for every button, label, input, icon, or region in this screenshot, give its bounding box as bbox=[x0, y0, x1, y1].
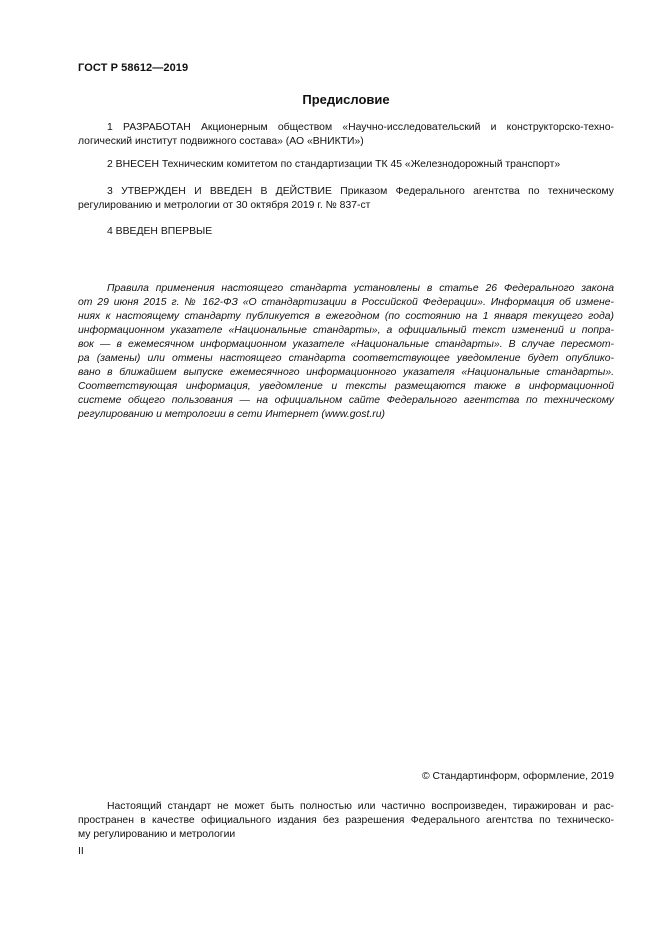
notice-line: системе общего пользования — на официальном сайте Федерального агентства по техническому bbox=[78, 395, 614, 406]
reproduction-notice bbox=[78, 800, 614, 842]
reproduction-notice-line: Настоящий стандарт не может быть полностью или частично воспроизведен, тиражирован и рас- bbox=[107, 801, 614, 812]
preface-item-line: 1 РАЗРАБОТАН Акционерным обществом «Научно-исследовательский и конструкторско-техно- bbox=[107, 122, 614, 133]
reproduction-notice-line: му регулированию и метрологии bbox=[78, 829, 236, 840]
preface-item-3 bbox=[78, 185, 614, 213]
notice-line: ра (замены) или отмены настоящего стандарта соответствующее уведомление будет опублико- bbox=[78, 353, 614, 364]
standard-code: ГОСТ Р 58612—2019 bbox=[78, 62, 189, 74]
notice-line: регулированию и метрологии в сети Интернет (www.gost.ru) bbox=[78, 409, 385, 420]
preface-item-line: регулированию и метрологии от 30 октября 2019 г. № 837-ст bbox=[78, 200, 371, 211]
notice-line: информационном указателе «Национальные стандарты», а официальный текст изменений и попра- bbox=[78, 325, 614, 336]
notice-line: ниях к настоящему стандарту публикуется в ежегодном (по состоянию на 1 января текущего года) bbox=[78, 311, 614, 322]
preface-item-line: 4 ВВЕДЕН ВПЕРВЫЕ bbox=[107, 226, 213, 237]
preface-item-2 bbox=[78, 158, 614, 172]
notice-block bbox=[78, 282, 614, 422]
preface-item-1 bbox=[78, 121, 614, 149]
copyright: © Стандартинформ, оформление, 2019 bbox=[421, 771, 614, 782]
page-title: Предисловие bbox=[302, 92, 390, 107]
page-number: II bbox=[78, 846, 84, 857]
preface-item-line: 2 ВНЕСЕН Техническим комитетом по стандартизации ТК 45 «Железнодорожный транспорт» bbox=[107, 159, 561, 170]
reproduction-notice-line: пространен в качестве официального издания без разрешения Федерального агентства по техническо- bbox=[78, 815, 614, 826]
notice-line: вок — в ежемесячном информационном указателе «Национальные стандарты». В случае пересмот- bbox=[78, 339, 614, 350]
notice-line: Соответствующая информация, уведомление и тексты размещаются также в информационной bbox=[78, 381, 614, 392]
notice-line: Правила применения настоящего стандарта установлены в статье 26 Федерального закона bbox=[107, 283, 614, 294]
preface-item-line: логический институт подвижного состава» (АО «ВНИКТИ») bbox=[78, 136, 364, 147]
notice-line: от 29 июня 2015 г. № 162-ФЗ «О стандартизации в Российской Федерации». Информация об измене- bbox=[78, 297, 614, 308]
preface-item-line: 3 УТВЕРЖДЕН И ВВЕДЕН В ДЕЙСТВИЕ Приказом Федерального агентства по техническому bbox=[107, 186, 614, 197]
notice-line: вано в ближайшем выпуске ежемесячного информационного указателя «Национальные стандарты». bbox=[78, 367, 614, 378]
preface-item-4 bbox=[78, 225, 614, 239]
